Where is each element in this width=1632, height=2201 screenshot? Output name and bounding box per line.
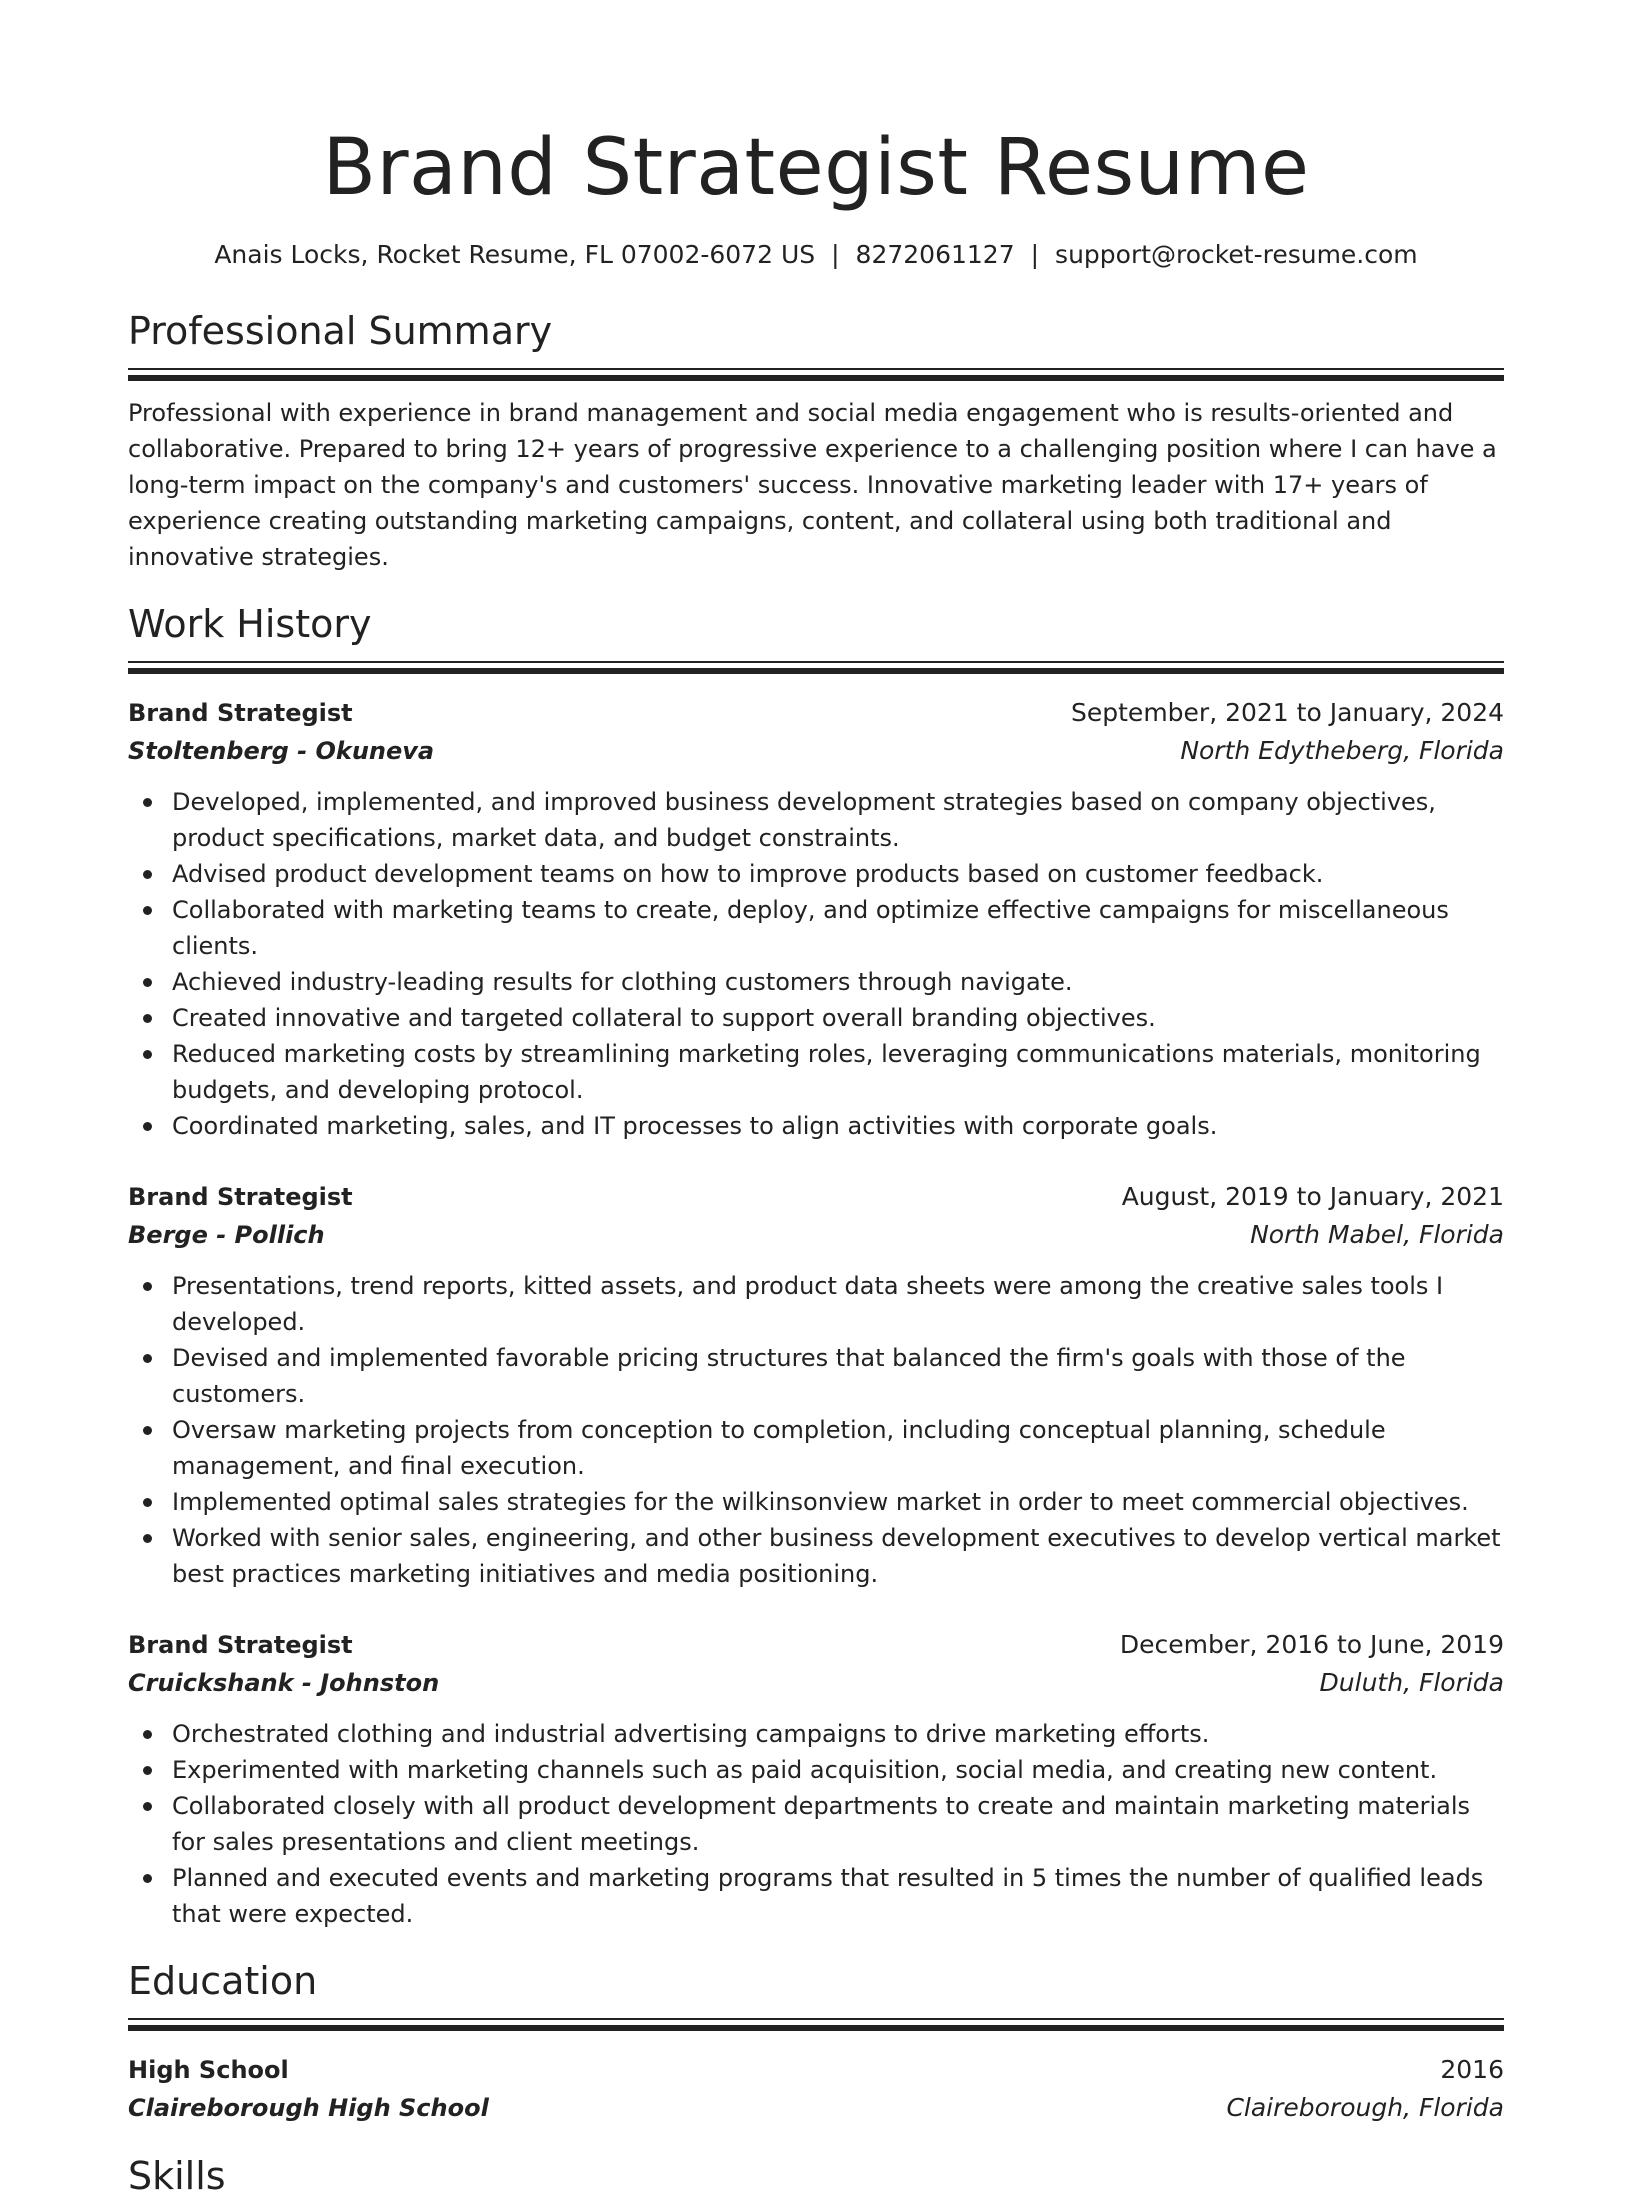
- list-item: Implemented optimal sales strategies for the wilkinsonview market in order to meet commercial objectives.: [128, 1484, 1504, 1520]
- section-heading-summary: Professional Summary: [128, 309, 553, 353]
- company-name: Cruickshank - Johnston: [128, 1669, 440, 1697]
- summary-text: Professional with experience in brand management and social media engagement who is results-oriented and collaborative. Prepared to bring 12+ years of progressive experience to a challenging position where I can have a long-term impact on the company's and customers' success. Innovative marketing leader with 17+ years of experience creating outstanding marketing campaigns, content, and collateral using both traditional and innovative strategies.: [128, 399, 1497, 571]
- contact-email: support@rocket-resume.com: [1055, 240, 1418, 269]
- job-location: Duluth, Florida: [1319, 1668, 1504, 1697]
- job-bullets: [128, 1268, 1504, 1592]
- list-item: Achieved industry-leading results for clothing customers through navigate.: [128, 964, 1504, 1000]
- list-item: Orchestrated clothing and industrial advertising campaigns to drive marketing efforts.: [128, 1716, 1504, 1752]
- job-dates: August, 2019 to January, 2021: [1121, 1182, 1504, 1211]
- job-entry: [128, 1626, 1504, 1932]
- school-location: Claireborough, Florida: [1226, 2093, 1504, 2122]
- job-dates: December, 2016 to June, 2019: [1119, 1630, 1504, 1659]
- section-divider: [128, 661, 1504, 674]
- skills-section: [128, 2151, 1504, 2201]
- job-bullets: [128, 1716, 1504, 1932]
- list-item: Presentations, trend reports, kitted assets, and product data sheets were among the creative sales tools I developed.: [128, 1268, 1504, 1340]
- work-history-section: [128, 599, 1504, 1932]
- list-item: Oversaw marketing projects from conception to completion, including conceptual planning, schedule management, and final execution.: [128, 1412, 1504, 1484]
- job-entry: [128, 1178, 1504, 1592]
- section-heading-education: Education: [128, 1959, 318, 2003]
- list-item: Worked with senior sales, engineering, and other business development executives to develop vertical market best practices marketing initiatives and media positioning.: [128, 1520, 1504, 1592]
- contact-separator: |: [831, 240, 840, 269]
- list-item: Advised product development teams on how to improve products based on customer feedback.: [128, 856, 1504, 892]
- contact-separator: |: [1030, 240, 1040, 269]
- list-item: Created innovative and targeted collateral to support overall branding objectives.: [128, 1000, 1504, 1036]
- list-item: Collaborated closely with all product development departments to create and maintain marketing materials for sales presentations and client meetings.: [128, 1788, 1504, 1860]
- job-title: Brand Strategist: [128, 1631, 353, 1659]
- contact-line: [128, 238, 1504, 272]
- contact-phone: 8272061127: [855, 240, 1015, 269]
- job-title: Brand Strategist: [128, 1183, 353, 1211]
- list-item: Reduced marketing costs by streamlining marketing roles, leveraging communications materials, monitoring budgets, and developing protocol.: [128, 1036, 1504, 1108]
- company-name: Stoltenberg - Okuneva: [128, 737, 435, 765]
- education-year: 2016: [1440, 2055, 1504, 2084]
- job-location: North Mabel, Florida: [1250, 1220, 1504, 1249]
- section-heading-work: Work History: [128, 602, 372, 646]
- contact-address: Anais Locks, Rocket Resume, FL 07002-6072 US: [214, 240, 816, 269]
- section-heading-skills: Skills: [128, 2154, 226, 2198]
- job-bullets: [128, 784, 1504, 1144]
- job-title: Brand Strategist: [128, 699, 353, 727]
- school-name: Claireborough High School: [128, 2094, 489, 2122]
- section-divider: [128, 2018, 1504, 2031]
- list-item: Collaborated with marketing teams to create, deploy, and optimize effective campaigns for miscellaneous clients.: [128, 892, 1504, 964]
- job-location: North Edytheberg, Florida: [1180, 736, 1504, 765]
- job-dates: September, 2021 to January, 2024: [1071, 698, 1504, 727]
- education-entry: [128, 2051, 1504, 2127]
- list-item: Experimented with marketing channels such as paid acquisition, social media, and creating new content.: [128, 1752, 1504, 1788]
- section-divider: [128, 368, 1504, 381]
- company-name: Berge - Pollich: [128, 1221, 325, 1249]
- education-degree: High School: [128, 2056, 289, 2084]
- list-item: Coordinated marketing, sales, and IT processes to align activities with corporate goals.: [128, 1108, 1504, 1144]
- resume-title: Brand Strategist Resume: [322, 123, 1310, 213]
- professional-summary-section: [128, 306, 1504, 575]
- list-item: Devised and implemented favorable pricing structures that balanced the firm's goals with those of the customers.: [128, 1340, 1504, 1412]
- education-section: [128, 1956, 1504, 2127]
- list-item: Planned and executed events and marketing programs that resulted in 5 times the number of qualified leads that were expected.: [128, 1860, 1504, 1932]
- job-entry: [128, 694, 1504, 1144]
- list-item: Developed, implemented, and improved business development strategies based on company objectives, product specifications, market data, and budget constraints.: [128, 784, 1504, 856]
